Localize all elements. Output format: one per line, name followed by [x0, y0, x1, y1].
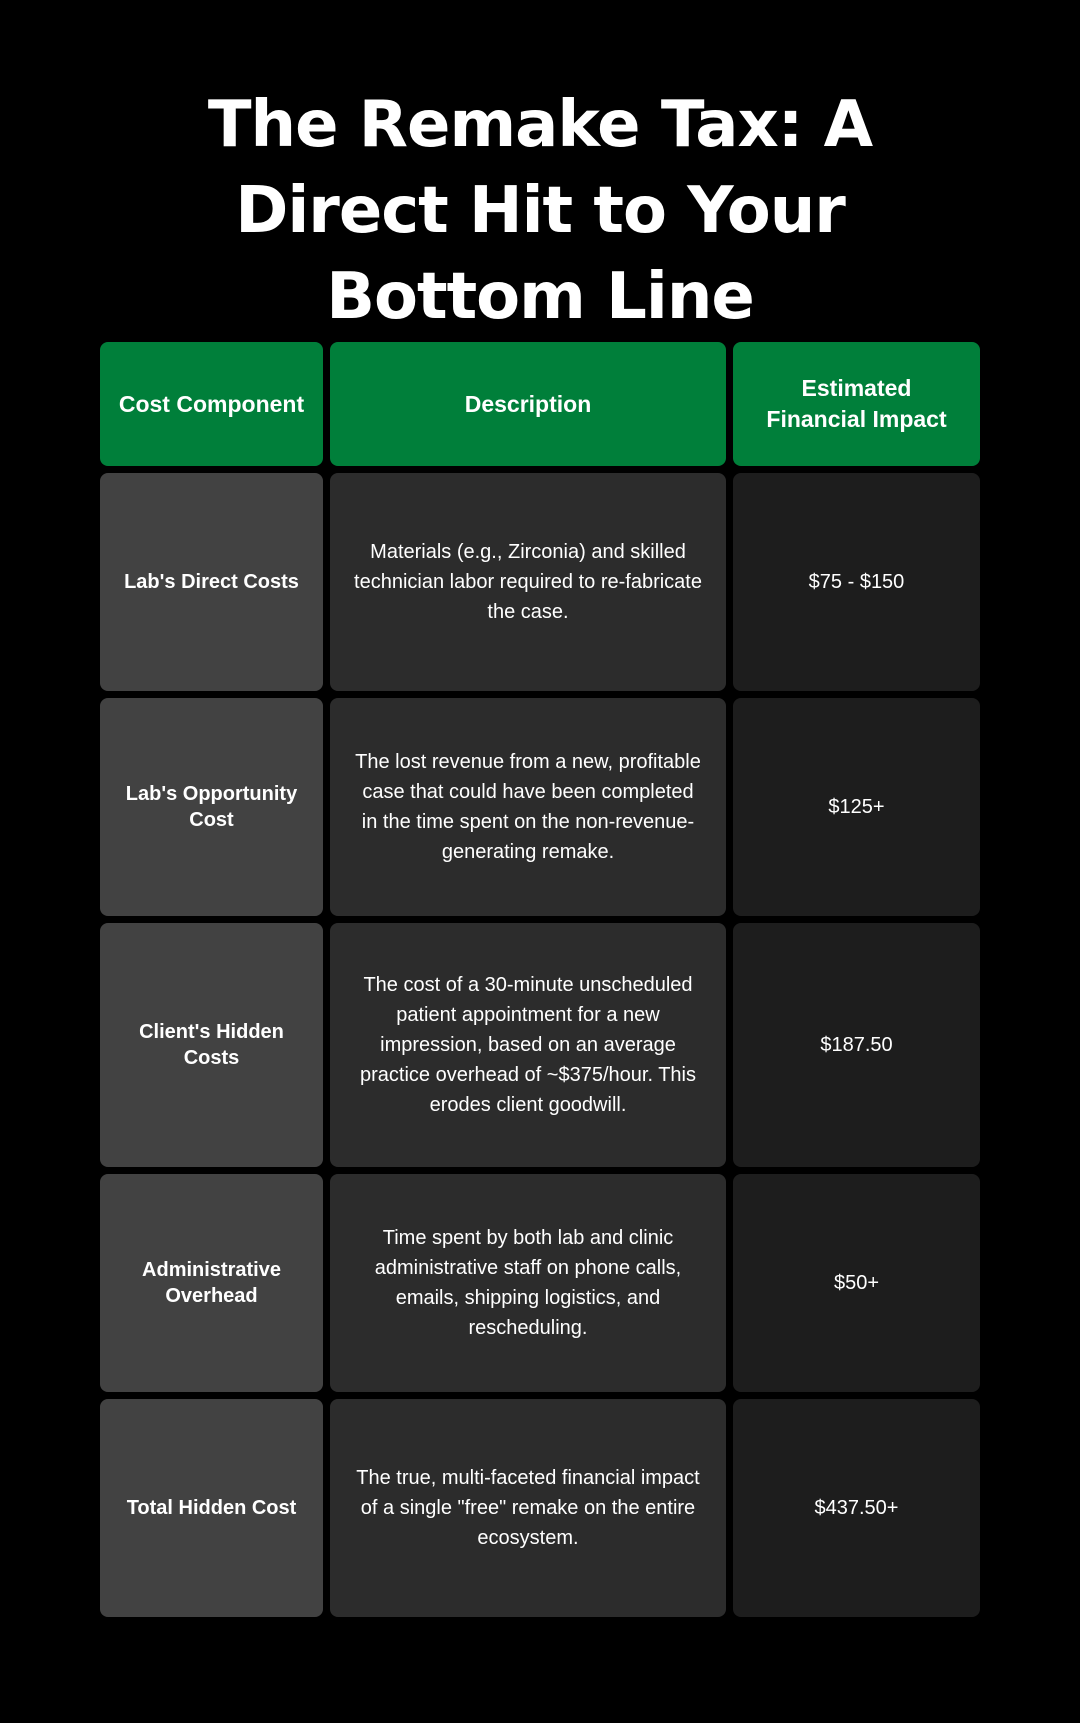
row-5-description: The true, multi-faceted financial impact of a single "free" remake on the entire ecosystem. [330, 1399, 726, 1617]
row-1-component: Lab's Direct Costs [100, 473, 323, 691]
row-2-description: The lost revenue from a new, profitable case that could have been completed in the time spent on the non-revenue-generating remake. [330, 698, 726, 916]
page-title: The Remake Tax: A Direct Hit to Your Bottom Line [207, 88, 873, 334]
row-5-impact: $437.50+ [733, 1399, 980, 1617]
row-3-component: Client's Hidden Costs [100, 923, 323, 1167]
cost-table [100, 342, 980, 1617]
row-2-impact: $125+ [733, 698, 980, 916]
header-cost-component: Cost Component [100, 342, 323, 466]
row-1-description: Materials (e.g., Zirconia) and skilled technician labor required to re-fabricate the case. [330, 473, 726, 691]
row-3-impact: $187.50 [733, 923, 980, 1167]
header-financial-impact: Estimated Financial Impact [733, 342, 980, 466]
row-3-description: The cost of a 30-minute unscheduled patient appointment for a new impression, based on an average practice overhead of ~$375/hour. This erodes client goodwill. [330, 923, 726, 1167]
row-4-component: Administrative Overhead [100, 1174, 323, 1392]
row-2-component: Lab's Opportunity Cost [100, 698, 323, 916]
header-description: Description [330, 342, 726, 466]
row-4-impact: $50+ [733, 1174, 980, 1392]
row-5-component: Total Hidden Cost [100, 1399, 323, 1617]
row-1-impact: $75 - $150 [733, 473, 980, 691]
row-4-description: Time spent by both lab and clinic administrative staff on phone calls, emails, shipping logistics, and rescheduling. [330, 1174, 726, 1392]
